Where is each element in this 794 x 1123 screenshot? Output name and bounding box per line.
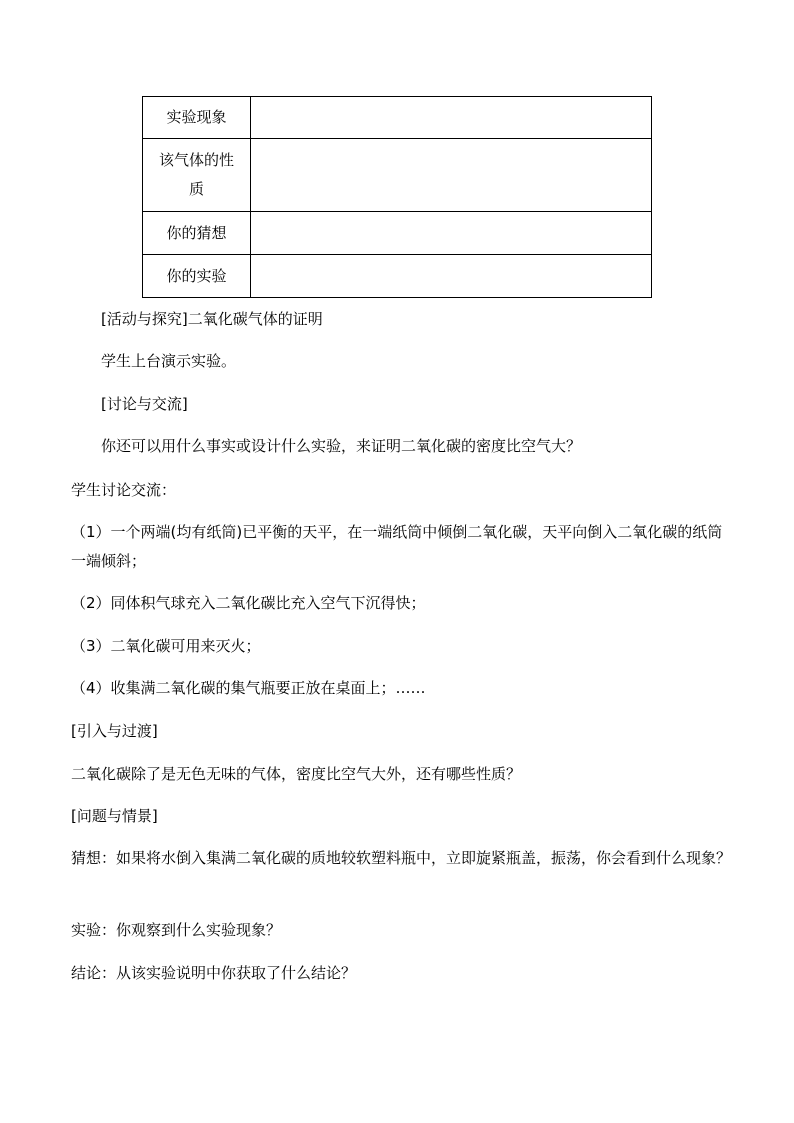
discussion-question: 你还可以用什么事实或设计什么实验，来证明二氧化碳的密度比空气大？ xyxy=(101,437,582,455)
scenario-heading: [问题与情景] xyxy=(71,807,158,825)
row-label-property: 该气体的性质 xyxy=(143,139,251,212)
scenario-experiment: 实验：你观察到什么实验现象？ xyxy=(71,921,282,939)
transition-heading: [引入与过渡] xyxy=(71,722,158,740)
table-row xyxy=(143,255,652,298)
table-row xyxy=(143,139,652,212)
row-value-guess xyxy=(251,212,652,255)
row-label-guess: 你的猜想 xyxy=(143,212,251,255)
scenario-conclusion: 结论：从该实验说明中你获取了什么结论？ xyxy=(71,964,357,982)
activity-heading: [活动与探究]二氧化碳气体的证明 xyxy=(101,310,323,328)
row-value-experiment xyxy=(251,255,652,298)
scenario-guess: 猜想：如果将水倒入集满二氧化碳的质地较软塑料瓶中，立即旋紧瓶盖，振荡，你会看到什么现象？ xyxy=(71,849,732,867)
row-label-phenomenon: 实验现象 xyxy=(143,97,251,139)
discussion-heading: [讨论与交流] xyxy=(101,395,188,413)
row-value-phenomenon xyxy=(251,97,652,139)
table-row xyxy=(143,212,652,255)
discussion-item-1: （1）一个两端(均有纸筒)已平衡的天平，在一端纸筒中倾倒二氧化碳，天平向倒入二氧化碳的纸筒一端倾斜； xyxy=(71,523,723,570)
transition-text: 二氧化碳除了是无色无味的气体，密度比空气大外，还有哪些性质？ xyxy=(71,765,522,783)
row-label-experiment: 你的实验 xyxy=(143,255,251,298)
discussion-item-2: （2）同体积气球充入二氧化碳比充入空气下沉得快； xyxy=(71,594,426,612)
activity-demo: 学生上台演示实验。 xyxy=(101,352,237,370)
observation-table xyxy=(142,96,652,298)
table-row xyxy=(143,97,652,139)
discussion-item-4: （4）收集满二氧化碳的集气瓶要正放在桌面上；…… xyxy=(71,679,426,697)
row-value-property xyxy=(251,139,652,212)
discussion-item-3: （3）二氧化碳可用来灭火； xyxy=(71,637,261,655)
discussion-intro: 学生讨论交流： xyxy=(71,481,177,499)
